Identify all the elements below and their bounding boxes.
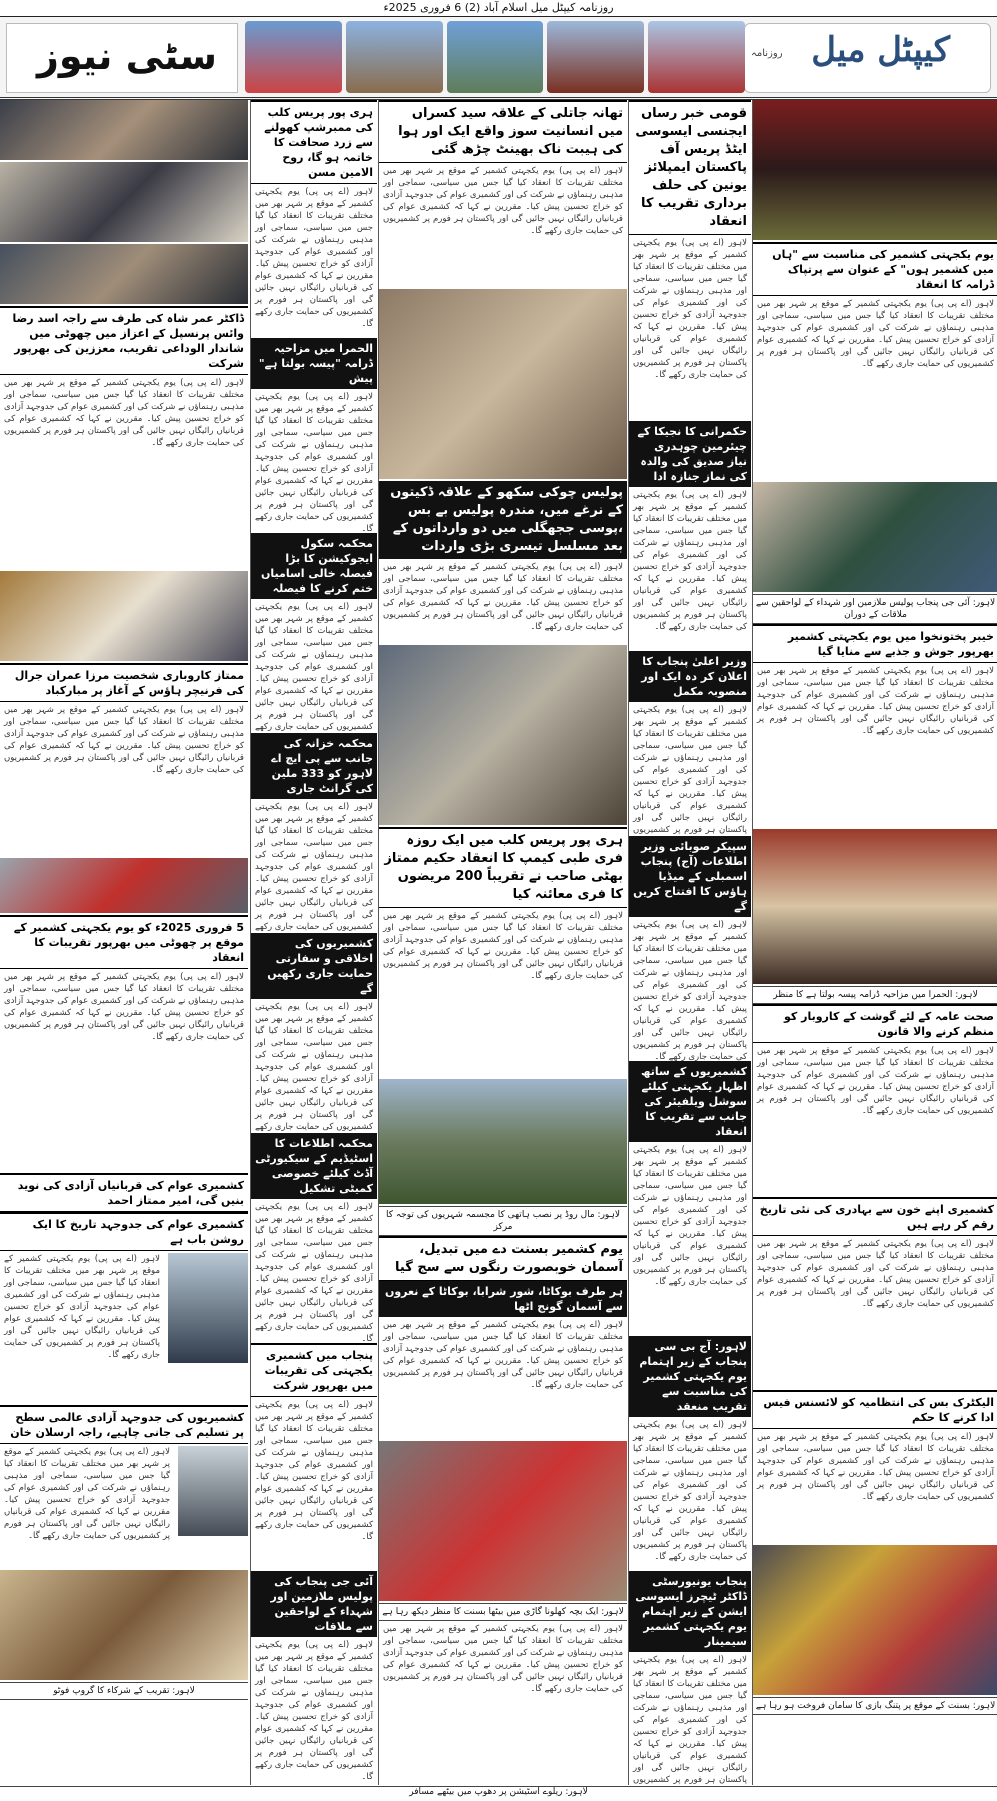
masthead-photo <box>547 21 644 93</box>
headline[interactable]: ڈاکٹر عمر شاہ کی طرف سے راجہ اسد رضا وائس پرنسپل کے اعزاز میں چھوٹی میں شاندار الوداعی تقریب، معززین کی بھرپور شرکت <box>0 306 248 375</box>
news-photo <box>0 100 248 160</box>
headline[interactable]: حکمرانی کا نجیکا کے چیئرمین چوہدری نیاز صدیق کی والدہ کی نماز جنازہ ادا <box>629 421 751 487</box>
article-body: لاہور (اے پی پی) یوم یکجہتی کشمیر کے موقع پر شہر بھر میں مختلف تقریبات کا انعقاد کیا گیا جس میں سیاسی، سماجی اور مذہبی رہنماؤں نے شرکت کی اور کشمیری عوام کی جدوجہد آزادی کو خراج تحسین پیش کیا۔ مقررین نے کہا کہ کشمیری عوام کی قربانیاں رائیگاں نہیں جائیں گی اور پاکستان ہر فورم پر کشمیریوں کی حمایت جاری رکھے گا۔ <box>383 911 623 981</box>
article-body: لاہور (اے پی پی) یوم یکجہتی کشمیر کے موقع پر شہر بھر میں مختلف تقریبات کا انعقاد کیا گیا جس میں سیاسی، سماجی اور مذہبی رہنماؤں نے شرکت کی اور کشمیری عوام کی جدوجہد آزادی کو خراج تحسین پیش کیا۔ مقررین نے کہا کہ کشمیری عوام کی قربانیاں رائیگاں نہیں جائیں گی اور پاکستان ہر فورم پر کشمیریوں کی حمایت جاری رکھے گا۔ <box>255 1202 373 1343</box>
photo-caption: لاہور: آئی جی پنجاب پولیس ملازمین اور شہداء کے لواحقین سے ملاقات کے دوران <box>753 594 997 624</box>
article-body: لاہور (اے پی پی) یوم یکجہتی کشمیر کے موقع پر شہر بھر میں مختلف تقریبات کا انعقاد کیا گیا جس میں سیاسی، سماجی اور مذہبی رہنماؤں نے شرکت کی اور کشمیری عوام کی جدوجہد آزادی کو خراج تحسین پیش کیا۔ مقررین نے کہا کہ کشمیری عوام کی قربانیاں رائیگاں نہیں جائیں گی اور پاکستان ہر فورم پر کشمیریوں کی حمایت جاری رکھے گا۔ <box>633 920 747 1061</box>
article-body: لاہور (اے پی پی) یوم یکجہتی کشمیر کے موقع پر شہر بھر میں مختلف تقریبات کا انعقاد کیا گیا جس میں سیاسی، سماجی اور مذہبی رہنماؤں نے شرکت کی اور کشمیری عوام کی جدوجہد آزادی کو خراج تحسین پیش کیا۔ مقررین نے کہا کہ کشمیری عوام کی قربانیاں رائیگاں نہیں جائیں گی اور پاکستان ہر فورم پر کشمیریوں کی حمایت جاری رکھے گا۔ <box>4 1254 160 1360</box>
headline[interactable]: کشمیریوں کی جدوجہد آزادی عالمی سطح پر تسلیم کی جانی چاہیے، راجہ ارسلان خان <box>0 1405 248 1444</box>
brand-subtitle: روزنامہ <box>751 48 783 59</box>
headline[interactable]: پنجاب یونیورسٹی ڈاکٹر ٹیچرز ایسوسی ایشن کے زیر اہتمام یوم یکجہتی کشمیر سیمینار <box>629 1571 751 1652</box>
headline[interactable]: قومی خبر رساں ایجنسی ایسوسی ایٹڈ پریس آف پاکستان ایمپلائز یونین کی حلف برداری تقریب کا انعقاد <box>629 100 751 235</box>
headline[interactable]: کشمیریوں کی اخلاقی و سفارتی حمایت جاری رکھیں گے <box>251 933 377 999</box>
article-body: لاہور (اے پی پی) یوم یکجہتی کشمیر کے موقع پر شہر بھر میں مختلف تقریبات کا انعقاد کیا گیا جس میں سیاسی، سماجی اور مذہبی رہنماؤں نے شرکت کی اور کشمیری عوام کی جدوجہد آزادی کو خراج تحسین پیش کیا۔ مقررین نے کہا کہ کشمیری عوام کی قربانیاں رائیگاں نہیں جائیں گی اور پاکستان ہر فورم پر کشمیریوں کی حمایت جاری رکھے گا۔ <box>633 1145 747 1287</box>
article-body: لاہور (اے پی پی) یوم یکجہتی کشمیر کے موقع پر شہر بھر میں مختلف تقریبات کا انعقاد کیا گیا جس میں سیاسی، سماجی اور مذہبی رہنماؤں نے شرکت کی اور کشمیری عوام کی جدوجہد آزادی کو خراج تحسین پیش کیا۔ مقررین نے کہا کہ کشمیری عوام کی قربانیاں رائیگاں نہیں جائیں گی اور پاکستان ہر فورم پر کشمیریوں کی حمایت جاری رکھے گا۔ <box>633 238 747 380</box>
headline[interactable]: الیکٹرک بس کی انتظامیہ کو لائسنس فیس ادا کرنے کا حکم <box>753 1390 997 1429</box>
article-body: لاہور (اے پی پی) یوم یکجہتی کشمیر کے موقع پر شہر بھر میں مختلف تقریبات کا انعقاد کیا گیا جس میں سیاسی، سماجی اور مذہبی رہنماؤں نے شرکت کی اور کشمیری عوام کی جدوجہد آزادی کو خراج تحسین پیش کیا۔ مقررین نے کہا کہ کشمیری عوام کی قربانیاں رائیگاں نہیں جائیں گی اور پاکستان ہر فورم پر کشمیریوں کی حمایت جاری رکھے گا۔ <box>4 1447 170 1541</box>
photo-caption: لاہور: تقریب کے شرکاء کا گروپ فوٹو <box>0 1682 248 1700</box>
article-body: لاہور (اے پی پی) یوم یکجہتی کشمیر کے موقع پر شہر بھر میں مختلف تقریبات کا انعقاد کیا گیا جس میں سیاسی، سماجی اور مذہبی رہنماؤں نے شرکت کی اور کشمیری عوام کی جدوجہد آزادی کو خراج تحسین پیش کیا۔ مقررین نے کہا کہ کشمیری عوام کی قربانیاں رائیگاں نہیں جائیں گی اور پاکستان ہر فورم پر کشمیریوں کی حمایت جاری رکھے گا۔ <box>255 187 373 329</box>
column-4 <box>0 100 248 1785</box>
headline[interactable]: آئی جی پنجاب کی پولیس ملازمین اور شہداء کے لواحقین سے ملاقات <box>251 1571 377 1637</box>
article-body: لاہور (اے پی پی) یوم یکجہتی کشمیر کے موقع پر شہر بھر میں مختلف تقریبات کا انعقاد کیا گیا جس میں سیاسی، سماجی اور مذہبی رہنماؤں نے شرکت کی اور کشمیری عوام کی جدوجہد آزادی کو خراج تحسین پیش کیا۔ مقررین نے کہا کہ کشمیری عوام کی قربانیاں رائیگاں نہیں جائیں گی اور پاکستان ہر فورم پر کشمیریوں کی حمایت جاری رکھے گا۔ <box>757 1432 994 1502</box>
headline[interactable]: کشمیریوں کے ساتھ اظہار یکجہتی کیلئے سوشل ویلفیئر کی جانب سے تقریب کا انعقاد <box>629 1061 751 1142</box>
article-body: لاہور (اے پی پی) یوم یکجہتی کشمیر کے موقع پر شہر بھر میں مختلف تقریبات کا انعقاد کیا گیا جس میں سیاسی، سماجی اور مذہبی رہنماؤں نے شرکت کی اور کشمیری عوام کی جدوجہد آزادی کو خراج تحسین پیش کیا۔ مقررین نے کہا کہ کشمیری عوام کی قربانیاں رائیگاں نہیں جائیں گی اور پاکستان ہر فورم پر کشمیریوں کی حمایت جاری رکھے گا۔ <box>383 562 623 632</box>
photo-caption: لاہور: ایک بچہ کھلونا گاڑی میں بیٹھا بسنت کا منظر دیکھ رہا ہے <box>379 1603 627 1621</box>
headline[interactable]: خیبر پختونخوا میں یوم یکجہتی کشمیر بھرپور جوش و جذبے سے منایا گیا <box>753 624 997 663</box>
article-body: لاہور (اے پی پی) یوم یکجہتی کشمیر کے موقع پر شہر بھر میں مختلف تقریبات کا انعقاد کیا گیا جس میں سیاسی، سماجی اور مذہبی رہنماؤں نے شرکت کی اور کشمیری عوام کی جدوجہد آزادی کو خراج تحسین پیش کیا۔ مقررین نے کہا کہ کشمیری عوام کی قربانیاں رائیگاں نہیں جائیں گی اور پاکستان ہر فورم پر کشمیریوں کی حمایت جاری رکھے گا۔ <box>757 299 994 369</box>
article-body: لاہور (اے پی پی) یوم یکجہتی کشمیر کے موقع پر شہر بھر میں مختلف تقریبات کا انعقاد کیا گیا جس میں سیاسی، سماجی اور مذہبی رہنماؤں نے شرکت کی اور کشمیری عوام کی جدوجہد آزادی کو خراج تحسین پیش کیا۔ مقررین نے کہا کہ کشمیری عوام کی قربانیاں رائیگاں نہیں جائیں گی اور پاکستان ہر فورم پر کشمیریوں کی حمایت جاری رکھے <box>255 602 373 732</box>
headline[interactable]: محکمہ سکول ایجوکیشن کا بڑا فیصلہ خالی اسامیاں ختم کرنے کا فیصلہ <box>251 533 377 599</box>
headline[interactable]: ہری پور پریس کلب میں ایک روزہ فری طبی کیمپ کا انعقاد حکیم ممتاز بھٹی صاحب نے تقریباً 200 مریضوں کا فری معائنہ کیا <box>379 827 627 908</box>
column-1 <box>628 100 751 1785</box>
masthead <box>0 17 997 100</box>
article-body: لاہور (اے پی پی) یوم یکجہتی کشمیر کے موقع پر شہر بھر میں مختلف تقریبات کا انعقاد کیا گیا جس میں سیاسی، سماجی اور مذہبی رہنماؤں نے شرکت کی اور کشمیری عوام کی جدوجہد آزادی کو خراج تحسین پیش کیا۔ مقررین نے کہا کہ کشمیری عوام کی قربانیاں رائیگاں نہیں جائیں گی اور پاکستان ہر فورم پر کشمیریوں کی حمایت جاری رکھے گا۔ <box>4 378 244 448</box>
headline[interactable]: محکمہ اطلاعات کا اسٹیڈیم کے سیکیورٹی آڈٹ کیلئے خصوصی کمیٹی تشکیل <box>251 1133 377 1199</box>
news-photo <box>753 482 997 592</box>
portrait-photo <box>168 1253 248 1363</box>
headline[interactable]: محکمہ خزانہ کی جانب سے پی ایچ اے لاہور کو 333 ملین کی گرانٹ جاری <box>251 733 377 799</box>
headline[interactable]: وزیر اعلیٰ پنجاب کا اعلان کر دہ ایک اور منصوبہ مکمل <box>629 651 751 702</box>
article-body: لاہور (اے پی پی) یوم یکجہتی کشمیر کے موقع پر شہر بھر میں مختلف تقریبات کا انعقاد کیا گیا جس میں سیاسی، سماجی اور مذہبی رہنماؤں نے شرکت کی اور کشمیری عوام کی جدوجہد آزادی کو خراج تحسین پیش کیا۔ مقررین نے کہا کہ کشمیری عوام کی قربانیاں رائیگاں نہیں جائیں گی اور پاکستان ہر فورم پر کشمیریوں کی حمایت جاری رکھے گا۔ <box>383 166 623 236</box>
masthead-photo <box>447 21 544 93</box>
masthead-photo <box>648 21 745 93</box>
photo-caption: لاہور: بسنت کے موقع پر پتنگ بازی کا سامان فروخت ہو رہا ہے <box>753 1697 997 1715</box>
news-photo <box>0 162 248 242</box>
article-body: لاہور (اے پی پی) یوم یکجہتی کشمیر کے موقع پر شہر بھر میں مختلف تقریبات کا انعقاد کیا گیا جس میں سیاسی، سماجی اور مذہبی رہنماؤں نے شرکت کی اور کشمیری عوام کی جدوجہد آزادی کو خراج تحسین پیش کیا۔ مقررین نے کہا کہ کشمیری عوام کی قربانیاں رائیگاں نہیں جائیں گی اور پاکستان ہر فورم پر کشمیریوں کی حمایت جاری رکھے گا۔ <box>255 1640 373 1782</box>
article-body: لاہور (اے پی پی) یوم یکجہتی کشمیر کے موقع پر شہر بھر میں مختلف تقریبات کا انعقاد کیا گیا جس میں سیاسی، سماجی اور مذہبی رہنماؤں نے شرکت کی اور کشمیری عوام کی جدوجہد آزادی کو خراج تحسین پیش کیا۔ مقررین نے کہا کہ کشمیری عوام کی قربانیاں رائیگاں نہیں جائیں گی اور پاکستان ہر فورم پر کشمیریوں کی حمایت جاری رکھے گا۔ <box>4 972 244 1042</box>
news-photo <box>379 645 627 825</box>
headline[interactable]: صحت عامہ کے لئے گوشت کے کاروبار کو منظم کرنے والا قانون <box>753 1004 997 1043</box>
article-body: لاہور (اے پی پی) یوم یکجہتی کشمیر کے موقع پر شہر بھر میں مختلف تقریبات کا انعقاد کیا گیا جس میں سیاسی، سماجی اور مذہبی رہنماؤں نے شرکت کی اور کشمیری عوام کی جدوجہد آزادی کو خراج تحسین پیش کیا۔ مقررین نے کہا کہ کشمیری عوام کی قربانیاں رائیگاں نہیں جائیں گی اور پاکستان ہر فورم پر کشمیریوں کی حمایت جاری رکھے گا۔ <box>383 1320 623 1390</box>
section-logo <box>6 23 238 93</box>
news-photo <box>0 571 248 661</box>
headline[interactable]: لاہور: آج بی سی پنجاب کے زیر اہتمام یوم یکجہتی کشمیر کی مناسبت سے تقریب منعقد <box>629 1336 751 1417</box>
masthead-photo <box>245 21 342 93</box>
news-photo <box>753 829 997 984</box>
headline[interactable]: پولیس چوکی سکھو کے علاقہ ڈکیتوں کے نرغے میں، مندرہ پولیس بے بس ،پوسی ججھگلی میں دو وارداتوں کے بعد مسلسل تیسری بڑی واردات <box>379 481 627 559</box>
headline[interactable]: سپیکر صوبائی وزیر اطلاعات (آج) پنجاب اسمبلی کے میڈیا ہاؤس کا افتتاح کریں گے <box>629 836 751 917</box>
article-body: لاہور (اے پی پی) یوم یکجہتی کشمیر کے موقع پر شہر بھر میں مختلف تقریبات کا انعقاد کیا گیا جس میں سیاسی، سماجی اور مذہبی رہنماؤں نے شرکت کی اور کشمیری عوام کی جدوجہد آزادی کو خراج تحسین پیش کیا۔ مقررین نے کہا کہ کشمیری عوام کی قربانیاں رائیگاں نہیں جائیں گی اور پاکستان ہر فورم پر کشمیریوں <box>633 705 747 835</box>
article-body: لاہور (اے پی پی) یوم یکجہتی کشمیر کے موقع پر شہر بھر میں مختلف تقریبات کا انعقاد کیا گیا جس میں سیاسی، سماجی اور مذہبی رہنماؤں نے شرکت کی اور کشمیری عوام کی جدوجہد آزادی کو خراج تحسین پیش کیا۔ مقررین نے کہا کہ کشمیری عوام کی قربانیاں رائیگاں نہیں جائیں گی اور پاکستان ہر فورم پر کشمیریوں کی حمایت جاری رکھے <box>255 1002 373 1132</box>
news-photo <box>0 858 248 913</box>
article-body: لاہور (اے پی پی) یوم یکجہتی کشمیر کے موقع پر شہر بھر میں مختلف تقریبات کا انعقاد کیا گیا جس میں سیاسی، سماجی اور مذہبی رہنماؤں نے شرکت کی اور کشمیری عوام کی جدوجہد آزادی کو خراج تحسین پیش کیا۔ مقررین نے کہا کہ کشمیری عوام کی قربانیاں رائیگاں نہیں جائیں گی اور پاکستان ہر فورم پر کشمیریوں کی حمایت جاری رکھے گا۔ <box>757 1046 994 1116</box>
article-body: لاہور (اے پی پی) یوم یکجہتی کشمیر کے موقع پر شہر بھر میں مختلف تقریبات کا انعقاد کیا گیا جس میں سیاسی، سماجی اور مذہبی رہنماؤں نے شرکت کی اور کشمیری عوام کی جدوجہد آزادی کو خراج تحسین پیش کیا۔ مقررین نے کہا کہ کشمیری عوام کی قربانیاں رائیگاں نہیں جائیں گی اور پاکستان ہر فورم پر کشمیریوں کی حمایت جاری رکھے گا۔ <box>633 1420 747 1562</box>
article-body: لاہور (اے پی پی) یوم یکجہتی کشمیر کے موقع پر شہر بھر میں مختلف تقریبات کا انعقاد کیا گیا جس میں سیاسی، سماجی اور مذہبی رہنماؤں نے شرکت کی اور کشمیری عوام کی جدوجہد آزادی کو خراج تحسین پیش کیا۔ مقررین نے کہا کہ کشمیری عوام کی قربانیاں رائیگاں نہیں جائیں گی اور پاکستان ہر فورم پر کشمیریوں کی حمایت جاری رکھے گا۔ <box>255 392 373 533</box>
article-body: لاہور (اے پی پی) یوم یکجہتی کشمیر کے موقع پر شہر بھر میں مختلف تقریبات کا انعقاد کیا گیا جس میں سیاسی، سماجی اور مذہبی رہنماؤں نے شرکت کی اور کشمیری عوام کی جدوجہد آزادی کو خراج تحسین پیش کیا۔ مقررین نے کہا کہ کشمیری عوام کی قربانیاں رائیگاں نہیں جائیں گی اور پاکستان ہر فورم پر کشمیریوں کی حمایت جاری رکھے گا۔ <box>4 705 244 775</box>
article-body: لاہور (اے پی پی) یوم یکجہتی کشمیر کے موقع پر شہر بھر میں مختلف تقریبات کا انعقاد کیا گیا جس میں سیاسی، سماجی اور مذہبی رہنماؤں نے شرکت کی اور کشمیری عوام کی جدوجہد آزادی کو خراج تحسین پیش کیا۔ مقررین نے کہا کہ کشمیری عوام کی قربانیاں رائیگاں نہیں جائیں گی اور پاکستان ہر فورم پر کشمیریوں کی حمایت جاری رکھے گا۔ <box>757 1239 994 1309</box>
section-title: سٹی نیوز <box>36 34 217 78</box>
news-photo <box>379 1441 627 1601</box>
headline[interactable]: ممتاز کاروباری شخصیت مرزا عمران جرال کی فرنیچر ہاؤس کے آغاز پر مبارکباد <box>0 663 248 702</box>
article-body: لاہور (اے پی پی) یوم یکجہتی کشمیر کے موقع پر شہر بھر میں مختلف تقریبات کا انعقاد کیا گیا جس میں سیاسی، سماجی اور مذہبی رہنماؤں نے شرکت کی اور کشمیری عوام کی جدوجہد آزادی کو خراج تحسین پیش کیا۔ مقررین نے کہا کہ کشمیری عوام کی قربانیاں رائیگاں نہیں جائیں گی اور پاکستان ہر فورم پر کشمیریوں <box>633 1655 747 1785</box>
article-body: لاہور (اے پی پی) یوم یکجہتی کشمیر کے موقع پر شہر بھر میں مختلف تقریبات کا انعقاد کیا گیا جس میں سیاسی، سماجی اور مذہبی رہنماؤں نے شرکت کی اور کشمیری عوام کی جدوجہد آزادی کو خراج تحسین پیش کیا۔ مقررین نے کہا کہ کشمیری عوام کی قربانیاں رائیگاں نہیں جائیں گی اور پاکستان ہر فورم پر کشمیریوں کی حمایت جاری رکھے گا۔ <box>633 490 747 632</box>
column-5 <box>752 100 997 1785</box>
news-photo <box>379 1079 627 1204</box>
photo-caption: لاہور: مال روڈ پر نصب ہاتھی کا مجسمہ شہریوں کی توجہ کا مرکز <box>379 1206 627 1236</box>
headline[interactable]: یوم کشمیر بسنت دے میں تبدیل، آسمان خوبصورت رنگوں سے سج گیا <box>379 1236 627 1281</box>
headline[interactable]: کشمیری اپنے خون سے بہادری کی نئی تاریخ رقم کر رہے ہیں <box>753 1197 997 1236</box>
headline[interactable]: کشمیری عوام کی جدوجہد تاریخ کا ایک روشن باب ہے <box>0 1212 248 1251</box>
article-body: لاہور (اے پی پی) یوم یکجہتی کشمیر کے موقع پر شہر بھر میں مختلف تقریبات کا انعقاد کیا گیا جس میں سیاسی، سماجی اور مذہبی رہنماؤں نے شرکت کی اور کشمیری عوام کی جدوجہد آزادی کو خراج تحسین پیش کیا۔ مقررین نے کہا کہ کشمیری عوام کی قربانیاں رائیگاں نہیں جائیں گی اور پاکستان ہر فورم پر کشمیریوں کی حمایت جاری رکھے گا۔ <box>383 1624 623 1694</box>
brand-logo[interactable] <box>744 23 991 93</box>
column-2 <box>378 100 627 1785</box>
headline[interactable]: ہر طرف بوکاٹا، شور شرابا، بوکاٹا کے نعروں سے آسمان گونج اٹھا <box>379 1281 627 1317</box>
news-photo <box>0 244 248 304</box>
photo-caption: لاہور: الحمرا میں مزاحیہ ڈرامہ پیسہ بولتا ہے کا منظر <box>753 986 997 1004</box>
column-3 <box>250 100 377 1785</box>
headline[interactable]: الحمرا میں مزاحیہ ڈرامہ "پیسہ بولتا ہے" پیش <box>251 338 377 389</box>
news-photo <box>753 100 997 240</box>
article-body: لاہور (اے پی پی) یوم یکجہتی کشمیر کے موقع پر شہر بھر میں مختلف تقریبات کا انعقاد کیا گیا جس میں سیاسی، سماجی اور مذہبی رہنماؤں نے شرکت کی اور کشمیری عوام کی جدوجہد آزادی کو خراج تحسین پیش کیا۔ مقررین نے کہا کہ کشمیری عوام کی قربانیاں رائیگاں نہیں جائیں گی اور پاکستان ہر فورم پر کشمیریوں کی حمایت جاری رکھے گا۔ <box>757 666 994 736</box>
masthead-photo <box>346 21 443 93</box>
news-photo <box>753 1545 997 1695</box>
article-body: لاہور (اے پی پی) یوم یکجہتی کشمیر کے موقع پر شہر بھر میں مختلف تقریبات کا انعقاد کیا گیا جس میں سیاسی، سماجی اور مذہبی رہنماؤں نے شرکت کی اور کشمیری عوام کی جدوجہد آزادی کو خراج تحسین پیش کیا۔ مقررین نے کہا کہ کشمیری عوام کی قربانیاں رائیگاں نہیں جائیں گی اور پاکستان ہر فورم پر کشمیریوں کی حمایت جاری رکھے گا۔ <box>255 1400 373 1542</box>
footer-caption: لاہور: ریلوے اسٹیشن پر دھوپ میں بیٹھے مسافر <box>0 1786 997 1801</box>
headline[interactable]: تھانہ جاتلی کے علاقہ سید کسراں میں انسانیت سوز واقع ایک اور ہوا کی ہیبت ناک بھینٹ چڑھ گئی <box>379 100 627 163</box>
headline[interactable]: کشمیری عوام کی قربانیاں آزادی کی نوید بنیں گی، امیر ممتاز احمد <box>0 1173 248 1212</box>
article-body: لاہور (اے پی پی) یوم یکجہتی کشمیر کے موقع پر شہر بھر میں مختلف تقریبات کا انعقاد کیا گیا جس میں سیاسی، سماجی اور مذہبی رہنماؤں نے شرکت کی اور کشمیری عوام کی جدوجہد آزادی کو خراج تحسین پیش کیا۔ مقررین نے کہا کہ کشمیری عوام کی قربانیاں رائیگاں نہیں جائیں گی اور پاکستان ہر فورم پر کشمیریوں کی حمایت جاری رکھے <box>255 802 373 932</box>
news-photo <box>379 289 627 479</box>
brand-title: کیپٹل میل <box>811 30 950 70</box>
masthead-photo-strip <box>245 21 745 93</box>
dateline: روزنامہ کیپٹل میل اسلام آباد (2) 6 فروری 2025ء <box>0 0 997 17</box>
news-photo <box>0 1570 248 1680</box>
headline[interactable]: پنجاب میں کشمیری یکجہتی کی تقریبات میں بھرپور شرکت <box>251 1343 377 1397</box>
headline[interactable]: یوم یکجہتی کشمیر کی مناسبت سے "ہاں میں کشمیر ہوں" کے عنوان سے پرتپاک ڈرامہ کا انعقاد <box>753 242 997 296</box>
headline[interactable]: ہری پور پریس کلب کی ممبرشپ کھولنے سے زرد صحافت کا خاتمہ ہو گا، روح الامین مسن <box>251 100 377 184</box>
portrait-photo <box>178 1446 248 1536</box>
headline[interactable]: 5 فروری 2025ء کو یوم یکجہتی کشمیر کے موقع پر چھوٹی میں بھرپور تقریبات کا انعقاد <box>0 915 248 969</box>
